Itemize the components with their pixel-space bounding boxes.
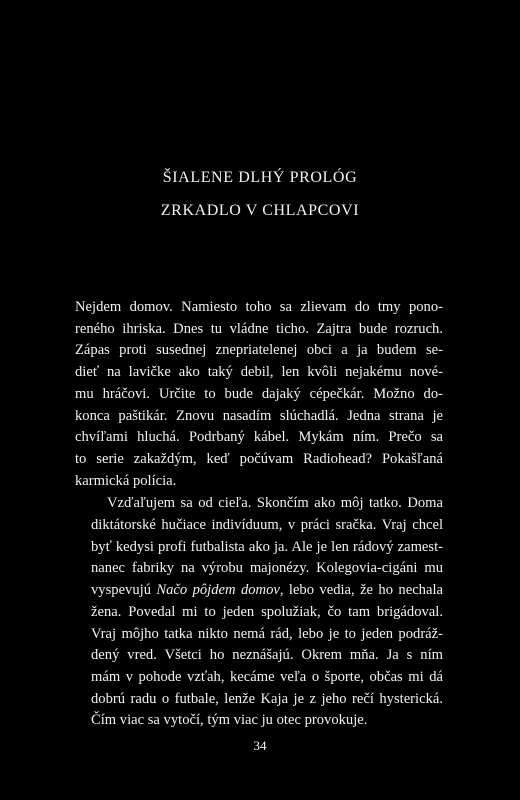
- paragraph-1: [75, 297, 443, 492]
- text-line: to serie zakaždým, keď počúvam Radiohead? Pokašľaná: [75, 450, 443, 467]
- text-line: konca paštikár. Znovu nasadím slúchadlá. Jedna strana je: [75, 407, 443, 424]
- text-line: nanec fabriky na výrobu majonézy. Kolegovia-cigáni mu: [91, 560, 443, 577]
- text-line: Nejdem domov. Namiesto toho sa zlievam do tmy pono-: [75, 299, 443, 315]
- text-line: Vraj môjho tatka nikto nemá rád, lebo je to jeden podráž-: [91, 625, 443, 642]
- body-text: [75, 297, 443, 732]
- chapter-heading: ŠIALENE DLHÝ PROLÓG: [162, 169, 358, 186]
- text-line: vyspevujú Načo pôjdem domov, lebo vedia, že ho nechala: [91, 582, 443, 599]
- text-line: Zápas proti susednej znepriatelenej obci a ja budem se-: [75, 342, 443, 359]
- text-line: dený vred. Všetci ho neznášajú. Okrem mňa. Ja s ním: [91, 647, 443, 664]
- text-line: dieť na lavičke ako taký debil, len kvôli nejakému nové-: [75, 364, 443, 381]
- page-number: 34: [253, 738, 267, 753]
- paragraph-2: [75, 493, 443, 732]
- chapter-subheading: ZRKADLO V CHLAPCOVI: [160, 202, 360, 219]
- text-line: mu hráčovi. Určite to bude dajaký cépečkár. Možno do-: [75, 385, 443, 402]
- text-line: diktátorské hučiace indivíduum, v práci sračka. Vraj chcel: [91, 517, 443, 534]
- text-line: reného ihriska. Dnes tu vládne ticho. Zajtra bude rozruch.: [75, 320, 443, 337]
- song-title: Načo pôjdem domov: [156, 582, 280, 599]
- text-line: Čím viac sa vytočí, tým viac ju otec provokuje.: [91, 712, 368, 729]
- text-line: byť kedysi profi futbalista ako ja. Ale je len rádový zamest-: [91, 538, 443, 555]
- text-line: žena. Povedal mi to jeden spolužiak, čo tam brigádoval.: [91, 603, 443, 620]
- text-line: karmická polícia.: [75, 472, 177, 489]
- text-line: Vzďaľujem sa od cieľa. Skončím ako môj tatko. Doma: [107, 495, 443, 512]
- text-line: chvíľami hluchá. Podrbaný kábel. Mykám ním. Prečo sa: [75, 429, 443, 446]
- text-line: dobrú radu o futbale, lenže Kaja je z jeho rečí hysterická.: [91, 690, 443, 707]
- text-line: mám v pohode vzťah, kecáme veľa o športe, občas mi dá: [91, 668, 443, 685]
